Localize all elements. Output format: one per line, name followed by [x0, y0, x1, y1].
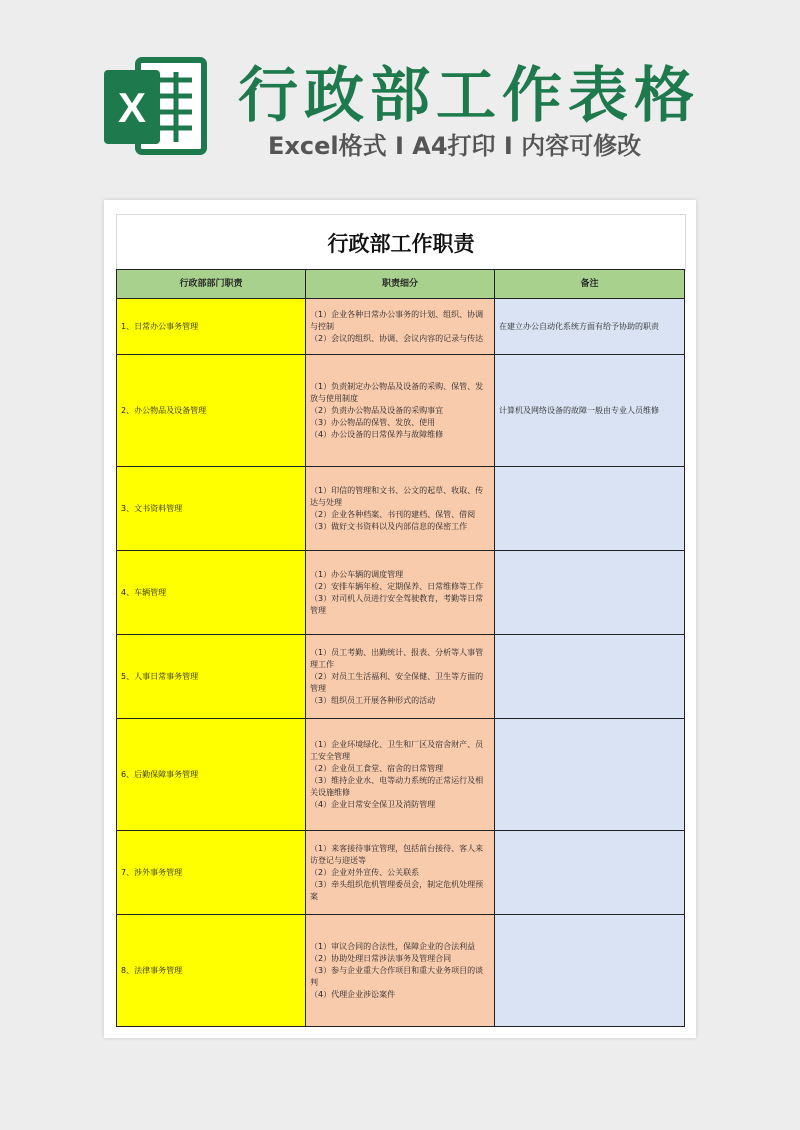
- detail-line: （3）对司机人员进行安全驾驶教育，考勤等日常管理: [310, 593, 484, 615]
- detail-cell: [306, 635, 495, 719]
- detail-line: （3）办公物品的保管、发放、使用: [310, 417, 436, 427]
- note-cell: [495, 635, 685, 719]
- detail-line: （1）来客接待事宜管理，包括前台接待、客人来访登记与迎送等: [310, 843, 484, 865]
- detail-line: （3）参与企业重大合作项目和重大业务项目的谈判: [310, 965, 484, 987]
- detail-line: （2）对员工生活福利、安全保健、卫生等方面的管理: [310, 671, 484, 693]
- detail-line: （1）企业各种日常办公事务的计划、组织、协调与控制: [310, 309, 484, 331]
- detail-line: （1）员工考勤、出勤统计、报表、分析等人事管理工作: [310, 647, 484, 669]
- note-cell: 计算机及网络设备的故障一般由专业人员维修: [495, 355, 685, 467]
- detail-cell: [306, 299, 495, 355]
- detail-line: （1）审议合同的合法性，保障企业的合法利益: [310, 941, 476, 951]
- detail-line: （2）会议的组织、协调、会议内容的记录与传达: [310, 333, 484, 343]
- table-row: [117, 719, 685, 831]
- table-row: [117, 635, 685, 719]
- duties-table: [116, 269, 685, 1027]
- note-cell: [495, 719, 685, 831]
- detail-line: （2）安排车辆年检、定期保养、日常维修等工作: [310, 581, 484, 591]
- detail-line: （3）维持企业水、电等动力系统的正常运行及相关设施维修: [310, 775, 484, 797]
- note-cell: [495, 467, 685, 551]
- note-cell: [495, 915, 685, 1027]
- table-row: [117, 467, 685, 551]
- document-title: 行政部工作职责: [116, 214, 686, 271]
- dept-cell: 8、法律事务管理: [117, 915, 306, 1027]
- dept-cell: 5、人事日常事务管理: [117, 635, 306, 719]
- detail-line: （4）代理企业涉讼案件: [310, 989, 396, 999]
- detail-line: （3）做好文书资料以及内部信息的保密工作: [310, 521, 468, 531]
- dept-cell: 2、办公物品及设备管理: [117, 355, 306, 467]
- detail-cell: [306, 467, 495, 551]
- detail-line: （2）协助处理日常涉法事务及管理合同: [310, 953, 452, 963]
- table-row: [117, 831, 685, 915]
- detail-line: （2）负责办公物品及设备的采购事宜: [310, 405, 444, 415]
- note-cell: [495, 831, 685, 915]
- detail-line: （2）企业员工食堂、宿舍的日常管理: [310, 763, 444, 773]
- detail-line: （3）组织员工开展各种形式的活动: [310, 695, 436, 705]
- header-detail: 职责细分: [306, 270, 495, 299]
- header-dept: 行政部部门职责: [117, 270, 306, 299]
- detail-line: （1）企业环境绿化、卫生和厂区及宿舍财产、员工安全管理: [310, 739, 484, 761]
- detail-cell: [306, 831, 495, 915]
- dept-cell: 3、文书资料管理: [117, 467, 306, 551]
- detail-cell: [306, 355, 495, 467]
- header-note: 备注: [495, 270, 685, 299]
- note-cell: 在建立办公自动化系统方面有给予协助的职责: [495, 299, 685, 355]
- dept-cell: 1、日常办公事务管理: [117, 299, 306, 355]
- dept-cell: 6、后勤保障事务管理: [117, 719, 306, 831]
- detail-line: （2）企业各种档案、书刊的建档、保管、借阅: [310, 509, 476, 519]
- table-header-row: [117, 270, 685, 299]
- table-row: [117, 915, 685, 1027]
- detail-line: （1）负责制定办公物品及设备的采购、保管、发放与使用制度: [310, 381, 484, 403]
- detail-line: （4）企业日常安全保卫及消防管理: [310, 799, 436, 809]
- spreadsheet-page: [104, 200, 696, 1038]
- table-row: [117, 355, 685, 467]
- page-title: 行政部工作表格: [238, 61, 700, 131]
- excel-icon: [100, 52, 210, 162]
- detail-cell: [306, 551, 495, 635]
- excel-logo-letter: X: [117, 84, 147, 131]
- detail-line: （4）办公设备的日常保养与故障维修: [310, 429, 444, 439]
- banner: [0, 0, 800, 200]
- detail-cell: [306, 719, 495, 831]
- table-row: [117, 551, 685, 635]
- page-subtitle: Excel格式 I A4打印 I 内容可修改: [268, 132, 642, 160]
- detail-line: （3）牵头组织危机管理委员会，制定危机处理预案: [310, 879, 484, 901]
- dept-cell: 4、车辆管理: [117, 551, 306, 635]
- note-cell: [495, 551, 685, 635]
- detail-line: （1）印信的管理和文书、公文的起草、收取、传达与处理: [310, 485, 484, 507]
- table-row: [117, 299, 685, 355]
- detail-cell: [306, 915, 495, 1027]
- dept-cell: 7、涉外事务管理: [117, 831, 306, 915]
- detail-line: （1）办公车辆的调度管理: [310, 569, 404, 579]
- detail-line: （2）企业对外宣传、公关联系: [310, 867, 420, 877]
